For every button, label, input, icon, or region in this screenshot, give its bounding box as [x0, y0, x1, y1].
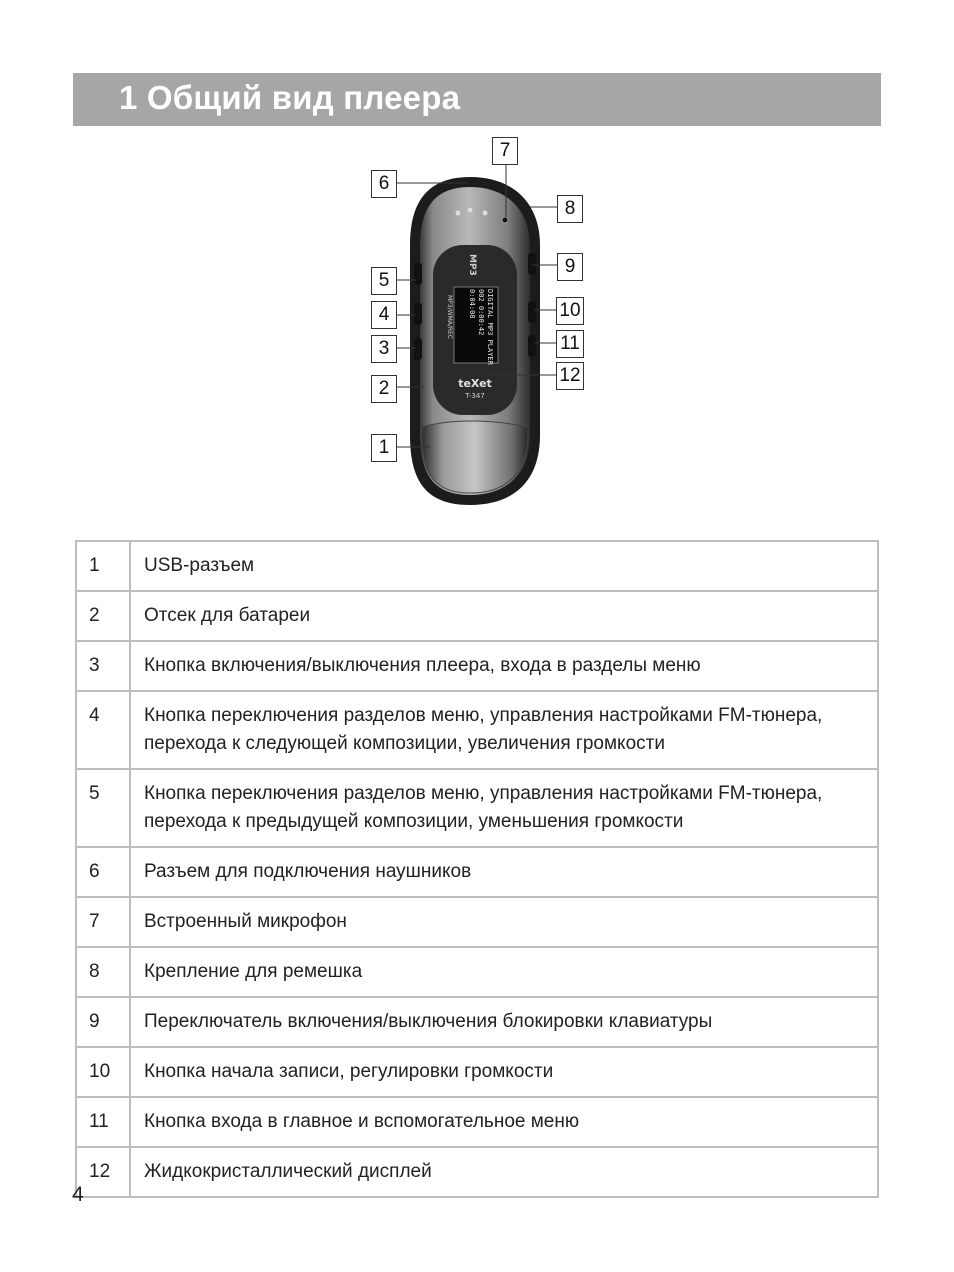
- row-description: Кнопка включения/выключения плеера, входа в разделы меню: [130, 641, 878, 691]
- row-description: Кнопка переключения разделов меню, управления настройками FM-тюнера, перехода к следующей композиции, увеличения громкости: [130, 691, 878, 769]
- player-figure: [340, 135, 600, 510]
- brand-logo: teXet: [458, 377, 492, 390]
- table-row: [76, 591, 878, 641]
- section-heading-bar: [73, 73, 881, 126]
- row-number: 5: [76, 769, 130, 847]
- mp3-logo: MP3: [467, 254, 477, 276]
- row-description: USB-разъем: [130, 541, 878, 591]
- lcd-line-3: 0:04:08: [468, 289, 476, 319]
- table-row: [76, 1097, 878, 1147]
- headphone-jack-dot: [456, 211, 461, 216]
- lcd-line-1: DIGITAL MP3 PLAYER: [486, 289, 494, 365]
- row-description: Жидкокристаллический дисплей: [130, 1147, 878, 1197]
- table-row: [76, 1047, 878, 1097]
- row-number: 3: [76, 641, 130, 691]
- row-description: Переключатель включения/выключения блокировки клавиатуры: [130, 997, 878, 1047]
- callout-8: 8: [557, 195, 583, 223]
- table-row: [76, 691, 878, 769]
- callout-3: 3: [371, 335, 397, 363]
- row-description: Кнопка входа в главное и вспомогательное меню: [130, 1097, 878, 1147]
- microphone-hole: [502, 217, 508, 223]
- row-description: Разъем для подключения наушников: [130, 847, 878, 897]
- row-description: Встроенный микрофон: [130, 897, 878, 947]
- table-row: [76, 997, 878, 1047]
- callout-7: 7: [492, 137, 518, 165]
- row-number: 7: [76, 897, 130, 947]
- section-title: 1 Общий вид плеера: [119, 79, 461, 116]
- table-row: [76, 641, 878, 691]
- legend-table: [75, 540, 879, 1198]
- row-number: 1: [76, 541, 130, 591]
- callout-1: 1: [371, 434, 397, 462]
- row-description: Крепление для ремешка: [130, 947, 878, 997]
- callout-12: 12: [556, 362, 584, 390]
- row-number: 2: [76, 591, 130, 641]
- format-label: MP3/WMA/REC: [446, 295, 453, 340]
- button-4: [414, 303, 422, 325]
- table-row: [76, 769, 878, 847]
- callout-9: 9: [557, 253, 583, 281]
- button-11: [528, 335, 536, 357]
- button-9: [528, 253, 536, 275]
- table-row: [76, 847, 878, 897]
- row-number: 4: [76, 691, 130, 769]
- button-5: [414, 263, 422, 285]
- row-number: 10: [76, 1047, 130, 1097]
- model-label: T-347: [465, 392, 485, 400]
- callout-10: 10: [556, 297, 584, 325]
- callout-5: 5: [371, 267, 397, 295]
- row-number: 12: [76, 1147, 130, 1197]
- row-description: Кнопка переключения разделов меню, управления настройками FM-тюнера, перехода к предыдущей композиции, уменьшения громкости: [130, 769, 878, 847]
- button-3: [414, 338, 422, 360]
- row-number: 11: [76, 1097, 130, 1147]
- table-row: [76, 947, 878, 997]
- callout-2: 2: [371, 375, 397, 403]
- callout-6: 6: [371, 170, 397, 198]
- row-description: Отсек для батареи: [130, 591, 878, 641]
- lcd-line-2: 002 0:00:42: [477, 289, 485, 336]
- table-row: [76, 1147, 878, 1197]
- row-number: 8: [76, 947, 130, 997]
- row-number: 9: [76, 997, 130, 1047]
- button-10: [528, 301, 536, 323]
- page-number: 4: [72, 1183, 84, 1206]
- table-row: [76, 897, 878, 947]
- callout-11: 11: [556, 330, 584, 358]
- row-description: Кнопка начала записи, регулировки громкости: [130, 1047, 878, 1097]
- row-number: 6: [76, 847, 130, 897]
- callout-4: 4: [371, 301, 397, 329]
- table-row: [76, 541, 878, 591]
